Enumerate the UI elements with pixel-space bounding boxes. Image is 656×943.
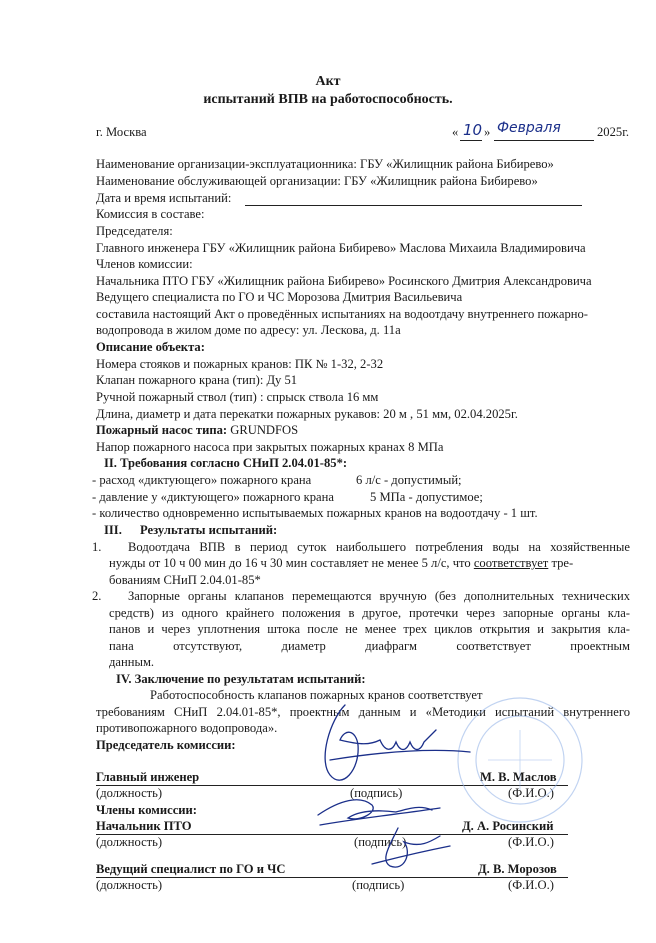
- result-1-line-1: Водоотдача ВПВ в период суток наибольшего потребления воды на хозяйственные: [128, 540, 630, 554]
- member-2-signature: [372, 828, 450, 867]
- act-line-1: составила настоящий Акт о проведённых испытаниях на водоотдачу внутреннего пожарно-: [96, 307, 588, 321]
- result-2-number: 2.: [92, 589, 102, 603]
- result-1-conformity: соответствует: [473, 556, 549, 570]
- chair-caption-signature: (подпись): [350, 786, 403, 800]
- org-service: Наименование обслуживающей организации: ГБУ «Жилищник района Бибирево»: [96, 174, 538, 188]
- result-2-line-5: данным.: [109, 655, 155, 669]
- date-year: 2025г.: [597, 125, 630, 139]
- requirement-pressure-value: 5 МПа - допустимое;: [370, 490, 483, 504]
- city: г. Москва: [96, 125, 147, 139]
- member-1: Начальника ПТО ГБУ «Жилищник района Бибирево» Росинского Дмитрия Александровича: [96, 274, 592, 288]
- chair-heading: Председатель комиссии:: [96, 738, 236, 752]
- date-quote-open: «: [452, 125, 459, 139]
- members-label: Членов комиссии:: [96, 257, 193, 271]
- result-1-number: 1.: [92, 540, 102, 554]
- requirement-pressure: - давление у «диктующего» пожарного крана: [92, 490, 334, 504]
- object-heading: Описание объекта:: [96, 340, 205, 354]
- conclusion-line-1: Работоспособность клапанов пожарных кранов соответствует: [150, 688, 483, 702]
- chair-text: Главного инженера ГБУ «Жилищник района Бибирево» Маслова Михаила Владимировича: [96, 241, 586, 255]
- date-quote-close: »: [484, 125, 491, 139]
- pump-type-label: Пожарный насос типа:: [96, 423, 228, 437]
- stamp-center-mark: [488, 730, 552, 790]
- results-heading: Результаты испытаний:: [140, 523, 278, 537]
- member-1-name: Д. А. Росинский: [462, 819, 554, 833]
- pump-type-value: GRUNDFOS: [227, 423, 299, 437]
- result-2-line-3: панов и через уплотнения штока после не менее трех циклов открытия и закрытия кла-: [109, 622, 630, 636]
- member-2: Ведущего специалиста по ГО и ЧС Морозова Дмитрия Васильевича: [96, 290, 463, 304]
- document-subtitle: испытаний ВПВ на работоспособность.: [203, 92, 453, 107]
- object-risers: Номера стояков и пожарных кранов: ПК № 1-32, 2-32: [96, 357, 384, 371]
- member-1-position: Начальник ПТО: [96, 819, 192, 833]
- commission-label: Комиссия в составе:: [96, 207, 205, 221]
- member-2-caption-name: (Ф.И.О.): [508, 878, 554, 892]
- requirements-heading: II. Требования согласно СНиП 2.04.01-85*:: [104, 456, 348, 470]
- result-2-line-2: средств) из одного крайнего положения в другое, протечки через запорные органы кла-: [109, 606, 630, 620]
- object-nozzle: Ручной пожарный ствол (тип) : спрыск ствола 16 мм: [96, 390, 379, 404]
- result-2-line-4: пана отсутствуют, диаметр диафрагм соответствует проектным: [109, 639, 630, 653]
- test-datetime-label: Дата и время испытаний:: [96, 191, 232, 205]
- result-1-line-3: бованиям СНиП 2.04.01-85*: [109, 573, 261, 587]
- members-heading: Члены комиссии:: [96, 803, 198, 817]
- requirement-flow-value: 6 л/с - допустимый;: [356, 473, 462, 487]
- chair-signature: [325, 705, 470, 780]
- member-1-signature: [318, 800, 440, 825]
- object-hoses: Длина, диаметр и дата перекатки пожарных рукавов: 20 м , 51 мм, 02.04.2025г.: [96, 407, 518, 421]
- requirement-flow: - расход «диктующего» пожарного крана: [92, 473, 312, 487]
- date-month: Февраля: [497, 120, 561, 136]
- chair-caption-name: (Ф.И.О.): [508, 786, 554, 800]
- chair-caption-position: (должность): [96, 786, 163, 800]
- conclusion-line-3: противопожарного водопровода».: [96, 721, 278, 735]
- member-2-caption-position: (должность): [96, 878, 163, 892]
- results-heading-number: III.: [104, 523, 122, 537]
- conclusion-line-2: требованиям СНиП 2.04.01-85*, проектным данным и «Методики испытаний внутреннего: [96, 705, 630, 719]
- member-1-caption-signature: (подпись): [354, 835, 407, 849]
- stamp: [458, 698, 582, 822]
- date-day: 10: [463, 121, 483, 139]
- member-2-name: Д. В. Морозов: [478, 862, 557, 876]
- member-2-position: Ведущий специалист по ГО и ЧС: [96, 862, 286, 876]
- conclusion-heading: IV. Заключение по результатам испытаний:: [116, 672, 366, 686]
- member-1-caption-position: (должность): [96, 835, 163, 849]
- act-line-2: водопровода в жилом доме по адресу: ул. Лескова, д. 11а: [96, 323, 401, 337]
- org-operating: Наименование организации-эксплуатационника: ГБУ «Жилищник района Бибирево»: [96, 157, 554, 171]
- chair-name: М. В. Маслов: [480, 770, 557, 784]
- chair-position: Главный инженер: [96, 770, 200, 784]
- member-2-caption-signature: (подпись): [352, 878, 405, 892]
- result-1-line-2-b: тре-: [548, 556, 574, 570]
- member-1-caption-name: (Ф.И.О.): [508, 835, 554, 849]
- chair-label: Председателя:: [96, 224, 173, 238]
- pump-head: Напор пожарного насоса при закрытых пожарных кранах 8 МПа: [96, 440, 444, 454]
- result-1-line-2-a: нужды от 10 ч 00 мин до 16 ч 30 мин составляет не менее 5 л/с, что: [109, 556, 474, 570]
- object-valve: Клапан пожарного крана (тип): Ду 51: [96, 373, 298, 387]
- requirement-count: - количество одновременно испытываемых пожарных кранов на водоотдачу - 1 шт.: [92, 506, 538, 520]
- document-title: Акт: [315, 74, 341, 89]
- result-2-line-1: Запорные органы клапанов перемещаются вручную (без дополнительных технических: [128, 589, 630, 603]
